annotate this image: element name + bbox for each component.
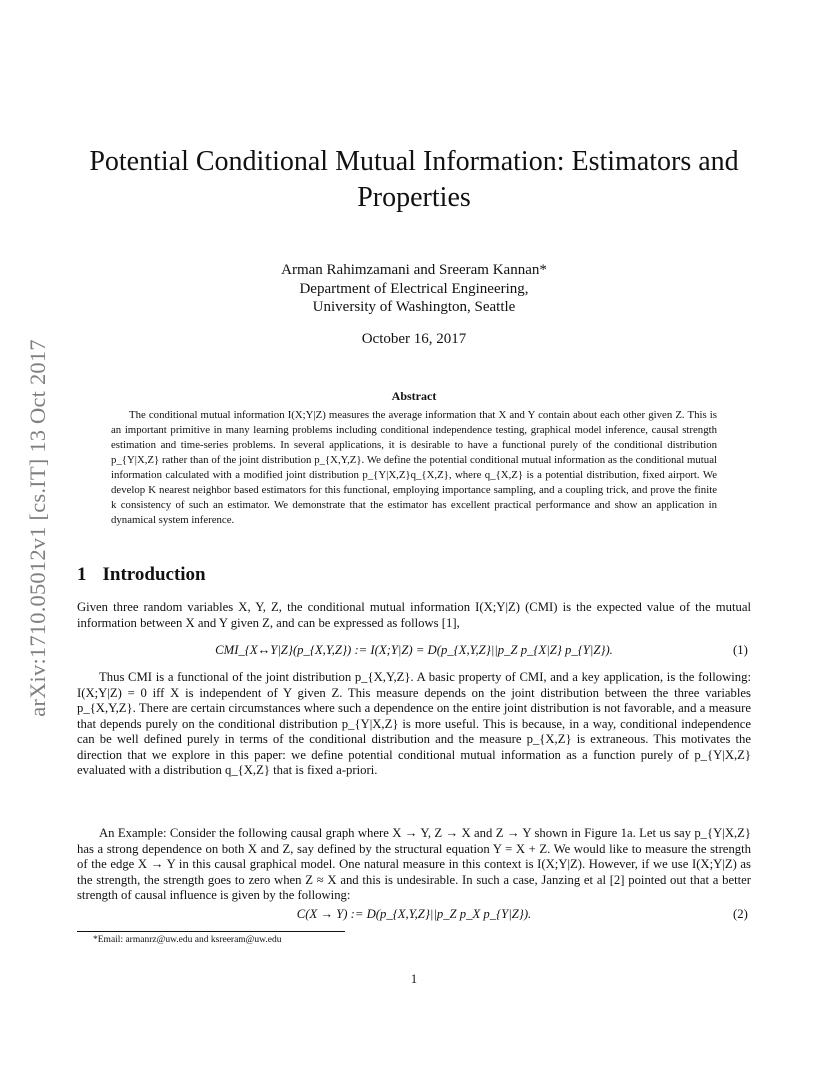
footnote-rule <box>77 931 345 932</box>
section-number: 1 <box>77 564 87 585</box>
equation-1-number: (1) <box>733 643 748 657</box>
authors: Arman Rahimzamani and Sreeram Kannan* <box>281 262 547 278</box>
title-line-2: Properties <box>357 182 471 213</box>
equation-1: CMI_{X↔Y|Z}(p_{X,Y,Z}) := I(X;Y|Z) = D(p_{X,Y,Z}||p_Z p_{X|Z} p_{Y|Z}). <box>215 643 613 657</box>
section-title: Introduction <box>102 564 206 585</box>
footnote: *Email: armanrz@uw.edu and ksreeram@uw.edu <box>93 935 282 945</box>
equation-2: C(X → Y) := D(p_{X,Y,Z}||p_Z p_X p_{Y|Z}). <box>296 907 532 921</box>
affiliation-line-1: Department of Electrical Engineering, <box>299 281 529 297</box>
affiliation-line-2: University of Washington, Seattle <box>312 299 516 315</box>
page-number: 1 <box>410 972 418 986</box>
paragraph-1: Given three random variables X, Y, Z, the conditional mutual information I(X;Y|Z) (CMI) is the expected value of the mutual information between X and Y given Z, and can be expressed as follows [1], <box>77 600 751 630</box>
equation-2-number: (2) <box>733 907 748 921</box>
paper-title <box>60 144 768 216</box>
paragraph-3: An Example: Consider the following causal graph where X → Y, Z → X and Z → Y shown in Figure 1a. Let us say p_{Y|X,Z} has a strong dependence on both X and Z, say defined by the structural equation Y = X + Z. We would like to measure the strength of the edge X → Y in this causal graphical model. One natural measure in this context is I(X;Y|Z). However, if we use I(X;Y|Z) as the strength, the strength goes to zero when Z ≈ X and this is undesirable. In such a case, Janzing et al [2] pointed out that a better strength of causal influence is given by the following: <box>77 826 751 902</box>
arxiv-identifier <box>23 300 53 755</box>
abstract-body: The conditional mutual information I(X;Y|Z) measures the average information that X and Y contain about each other given Z. This is an important primitive in many learning problems including conditional independence testing, graphical model inference, causal strength estimation and time-series problems. In several applications, it is desirable to have a functional purely of the conditional distribution p_{Y|X,Z} rather than of the joint distribution p_{X,Y,Z}. We define the potential conditional mutual information as the conditional mutual information calculated with a modified joint distribution p_{Y|X,Z}q_{X,Z}, where q_{X,Z} is a potential distribution, fixed airport. We develop K nearest neighbor based estimators for this functional, employing importance sampling, and a coupling trick, and prove the finite k consistency of such an estimator. We demonstrate that the estimator has excellent practical performance and show an application in dynamical system inference. <box>111 409 717 526</box>
paragraph-2: Thus CMI is a functional of the joint distribution p_{X,Y,Z}. A basic property of CMI, and a key application, is the following: I(X;Y|Z) = 0 iff X is independent of Y given Z. This measure depends on the joint distribution between the three variables p_{X,Y,Z}. There are certain circumstances where such a dependence on the entire joint distribution is not favorable, and a measure that depends purely on the conditional distribution p_{Y|X,Z} is more useful. This is because, in a way, conditional independence can be well defined purely in terms of the conditional distribution and the measure p_{X,Z} is extraneous. This motivates the direction that we explore in this paper: we define potential conditional mutual information as a function purely of p_{Y|X,Z} evaluated with a distribution q_{X,Z} that is fixed a-priori. <box>77 670 751 777</box>
section-heading <box>77 564 206 586</box>
date: October 16, 2017 <box>361 331 467 347</box>
title-line-1: Potential Conditional Mutual Information: Estimators and <box>89 146 739 177</box>
abstract-heading: Abstract <box>391 389 437 403</box>
arxiv-id-text: arXiv:1710.05012v1 [cs.IT] 13 Oct 2017 <box>25 338 50 717</box>
